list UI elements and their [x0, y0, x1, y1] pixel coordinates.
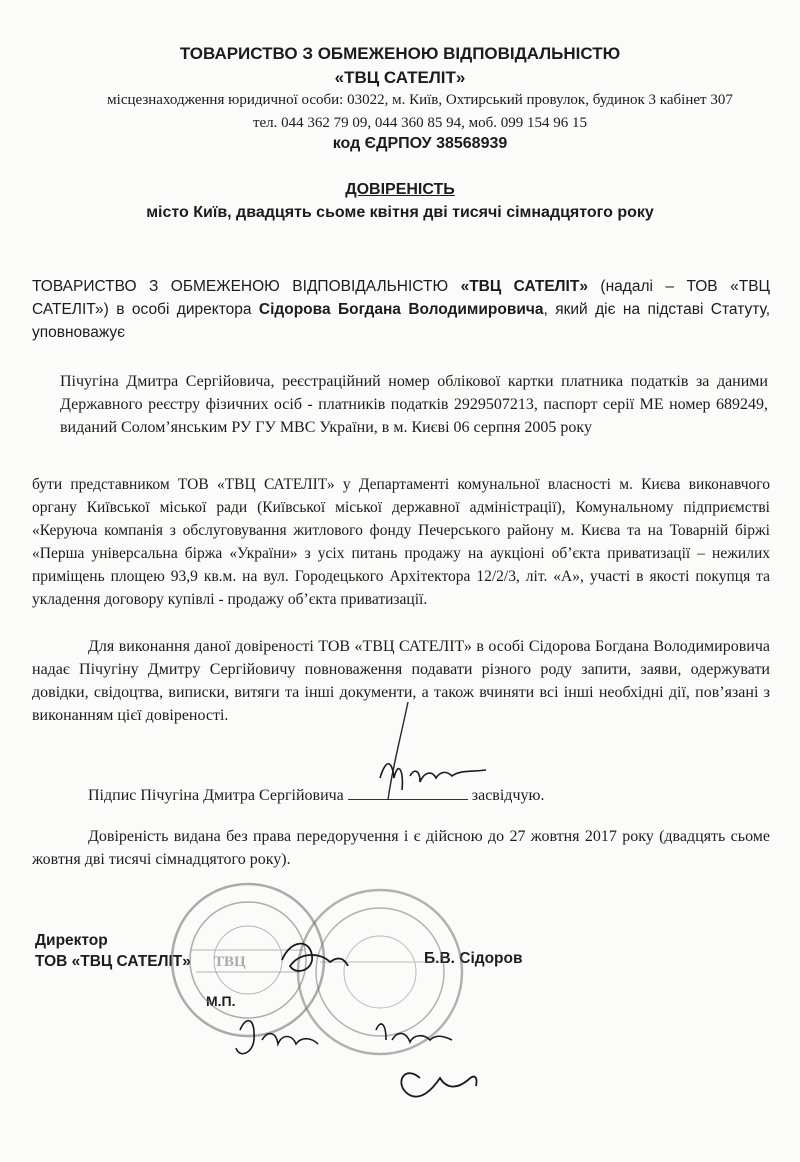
- sigline-after: засвідчую.: [471, 787, 545, 804]
- footer-organization: ТОВ «ТВЦ САТЕЛІТ»: [35, 953, 191, 970]
- footer-position: Директор: [35, 932, 108, 949]
- company-type: ТОВАРИСТВО З ОБМЕЖЕНОЮ ВІДПОВІДАЛЬНІСТЮ: [179, 44, 621, 63]
- company-seal-stamp-icon: [172, 884, 324, 1036]
- company-name: «ТВЦ САТЕЛІТ»: [334, 68, 466, 87]
- document-title: ДОВІРЕНІСТЬ: [345, 181, 455, 198]
- company-address: місцезнаходження юридичної особи: 03022, м. Київ, Охтирський провулок, будинок 3 кабінет 307: [107, 92, 733, 108]
- footer-signer: Б.В. Сідоров: [424, 950, 523, 967]
- powers-paragraph: бути представником ТОВ «ТВЦ САТЕЛІТ» у Департаменті комунальної власності м. Києва виконавчого органу Київської міської ради (Київської міської державної адміністрації), Комунальному підприємстві «Керуюча компанія з обслуговування житлового фонду Печерського району м. Києва та на Товарній біржі «Перша універсальна біржа «України» з усіх питань продажу на аукціоні об’єкта приватизації – нежилих приміщень площею 93,9 кв.м. на вул. Городецького Архітектора 12/2/3, літ. «А», участі в якості покупця та укладення договору купівлі - продажу об’єкта приватизації.: [32, 476, 770, 608]
- validity-paragraph: Довіреність видана без права передоручення і є дійсною до 27 жовтня 2017 року (двадцять сьоме жовтня дві тисячі сімнадцятого року).: [32, 828, 770, 868]
- attorney-paragraph: Пічугіна Дмитра Сергійовича, реєстраційний номер облікової картки платника податків за даними Державного реєстру фізичних осіб - платників податків 2929507213, паспорт серії МЕ номер 689249, виданий Солом’янським РУ ГУ МВС України, в м. Києві 06 серпня 2005 року: [60, 373, 768, 436]
- signature-stroke-icon: [388, 702, 408, 800]
- director-signature-icon: [282, 944, 348, 971]
- seal-mark: М.П.: [206, 993, 236, 1009]
- p1-company-name: «ТВЦ САТЕЛІТ»: [460, 278, 588, 295]
- attorney-signature-icon: [380, 764, 486, 790]
- p1-part-e: , який діє на підставі Статуту, уповноважує: [32, 301, 771, 341]
- company-code: код ЄДРПОУ 38568939: [332, 135, 508, 152]
- company-phones: тел. 044 362 79 09, 044 360 85 94, моб. 099 154 96 15: [252, 115, 588, 131]
- lowest-signature-icon: [401, 1073, 476, 1096]
- document-place-date: місто Київ, двадцять сьоме квітня дві тисячі сімнадцятого року: [146, 204, 654, 221]
- p1-director-name: Сідорова Богдана Володимировича: [258, 301, 544, 318]
- p1-part-c: (надалі – ТОВ «ТВЦ САТЕЛІТ») в особі директора: [32, 278, 771, 318]
- svg-text:ТВЦ: ТВЦ: [214, 954, 246, 970]
- p1-part-a: ТОВАРИСТВО З ОБМЕЖЕНОЮ ВІДПОВІДАЛЬНІСТЮ: [32, 278, 461, 295]
- sigline-before: Підпис Пічугіна Дмитра Сергійовича: [88, 787, 344, 804]
- authority-paragraph: Для виконання даної довіреності ТОВ «ТВЦ САТЕЛІТ» в особі Сідорова Богдана Володимировича надає Пічугіну Дмитру Сергійовичу повноваження подавати різного роду запити, заяви, одержувати довідки, свідоцтва, виписки, витяги та інші документи, а також вчиняти всі інші необхідні дії, пов’язані з виконанням цієї довіреності.: [32, 638, 770, 724]
